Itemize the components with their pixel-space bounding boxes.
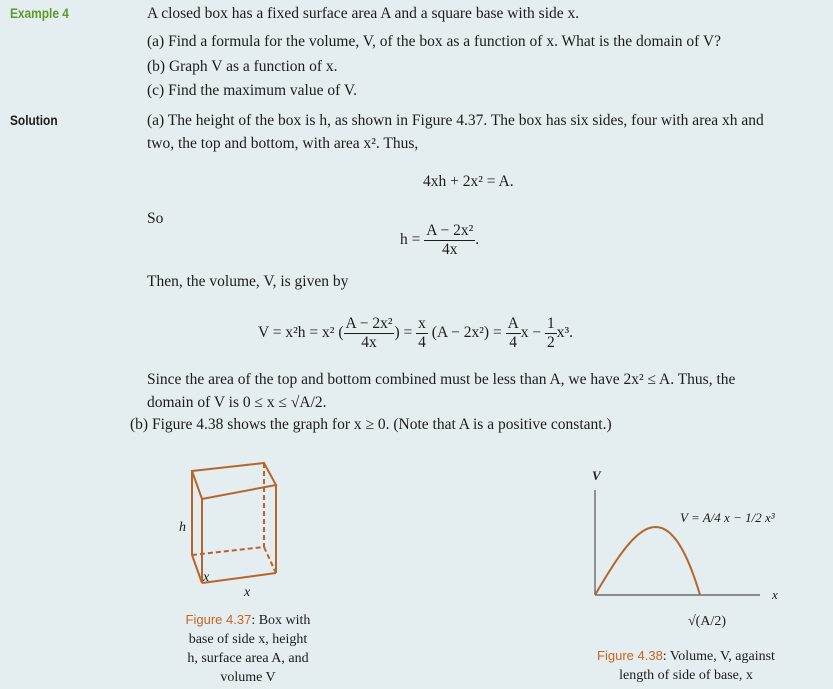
solution-line2: two, the top and bottom, with area x². Thus,: [147, 135, 419, 152]
numerator: x: [418, 315, 426, 332]
example-part-a: (a) Find a formula for the volume, V, of the box as a function of x. What is the domain of V?: [147, 33, 721, 50]
fraction: [424, 222, 475, 259]
box-x-label: x: [203, 570, 210, 585]
eq-lhs: h =: [400, 230, 421, 248]
equation-volume: V = x²h = x² ( $\frac{\text{A − 2x²}}{4x}$ ) = $\frac{x}{4}$ (A − 2x²) = $\frac{A}{4}$ x − $\frac{1}{2}$ x³.: [258, 315, 574, 351]
fraction: [344, 315, 395, 352]
figure-438-caption: [576, 646, 796, 685]
numerator: 1: [547, 315, 555, 332]
since-line2: domain of V is 0 ≤ x ≤ √A/2.: [147, 394, 327, 411]
denominator: 4x: [361, 333, 377, 351]
solution-line1: (a) The height of the box is h, as shown in Figure 4.37. The box has six sides, four with area xh and: [147, 112, 764, 129]
numerator: A: [507, 315, 519, 332]
example-label: Example 4: [10, 5, 69, 21]
figure-label: Figure 4.38: [597, 648, 663, 663]
then-text: Then, the volume, V, is given by: [147, 273, 349, 290]
caption-line: h, surface area A, and: [187, 651, 309, 666]
caption-line: : Volume, V, against: [662, 649, 775, 664]
root-label: √(A/2): [688, 614, 727, 629]
so-text: So: [147, 210, 164, 227]
box-h-label: h: [179, 520, 186, 535]
figure-label: Figure 4.37: [185, 612, 252, 627]
part-b-text: (b) Figure 4.38 shows the graph for x ≥ 0. (Note that A is a positive constant.): [130, 416, 612, 433]
y-axis-label: V: [592, 468, 601, 483]
eq-part: V = x²h = x²: [258, 323, 335, 341]
eq-part: =: [403, 323, 413, 341]
fraction: [416, 315, 428, 352]
fraction: [545, 315, 557, 352]
since-line1: Since the area of the top and bottom combined must be less than A, we have 2x² ≤ A. Thus, the: [147, 371, 736, 388]
numerator: A − 2x²: [345, 315, 393, 332]
curve-formula: V = A/4 x − 1/2 x³: [680, 510, 775, 525]
solution-label: Solution: [10, 112, 58, 128]
caption-line: : Box with: [251, 613, 311, 628]
denominator: 4: [509, 333, 518, 351]
figure-437-caption: [168, 610, 328, 687]
eq-part: (A − 2x²) =: [431, 323, 502, 341]
example-intro: A closed box has a fixed surface area A and a square base with side x.: [147, 5, 580, 22]
equation-height: h = $\frac{\text{A − 2x²}}{4x}$ .: [400, 222, 480, 258]
caption-line: volume V: [220, 670, 276, 685]
volume-curve: [595, 527, 700, 595]
box-x-label: x: [244, 585, 251, 600]
box-figure: [170, 455, 300, 605]
equation-surface-area: 4xh + 2x² = A.: [423, 173, 514, 190]
caption-line: base of side x, height: [188, 632, 308, 647]
fraction: [506, 315, 521, 352]
denominator: 4: [418, 333, 426, 351]
volume-graph: [580, 480, 780, 610]
denominator: 2: [547, 333, 555, 351]
example-part-b: (b) Graph V as a function of x.: [147, 58, 338, 75]
eq-part: x −: [520, 323, 542, 341]
caption-line: length of side of base, x: [619, 668, 753, 683]
x-axis-label: x: [772, 587, 778, 602]
example-part-c: (c) Find the maximum value of V.: [147, 82, 357, 99]
eq-part: x³.: [556, 323, 574, 341]
numerator: A − 2x²: [426, 222, 474, 239]
denominator: 4x: [441, 240, 458, 258]
